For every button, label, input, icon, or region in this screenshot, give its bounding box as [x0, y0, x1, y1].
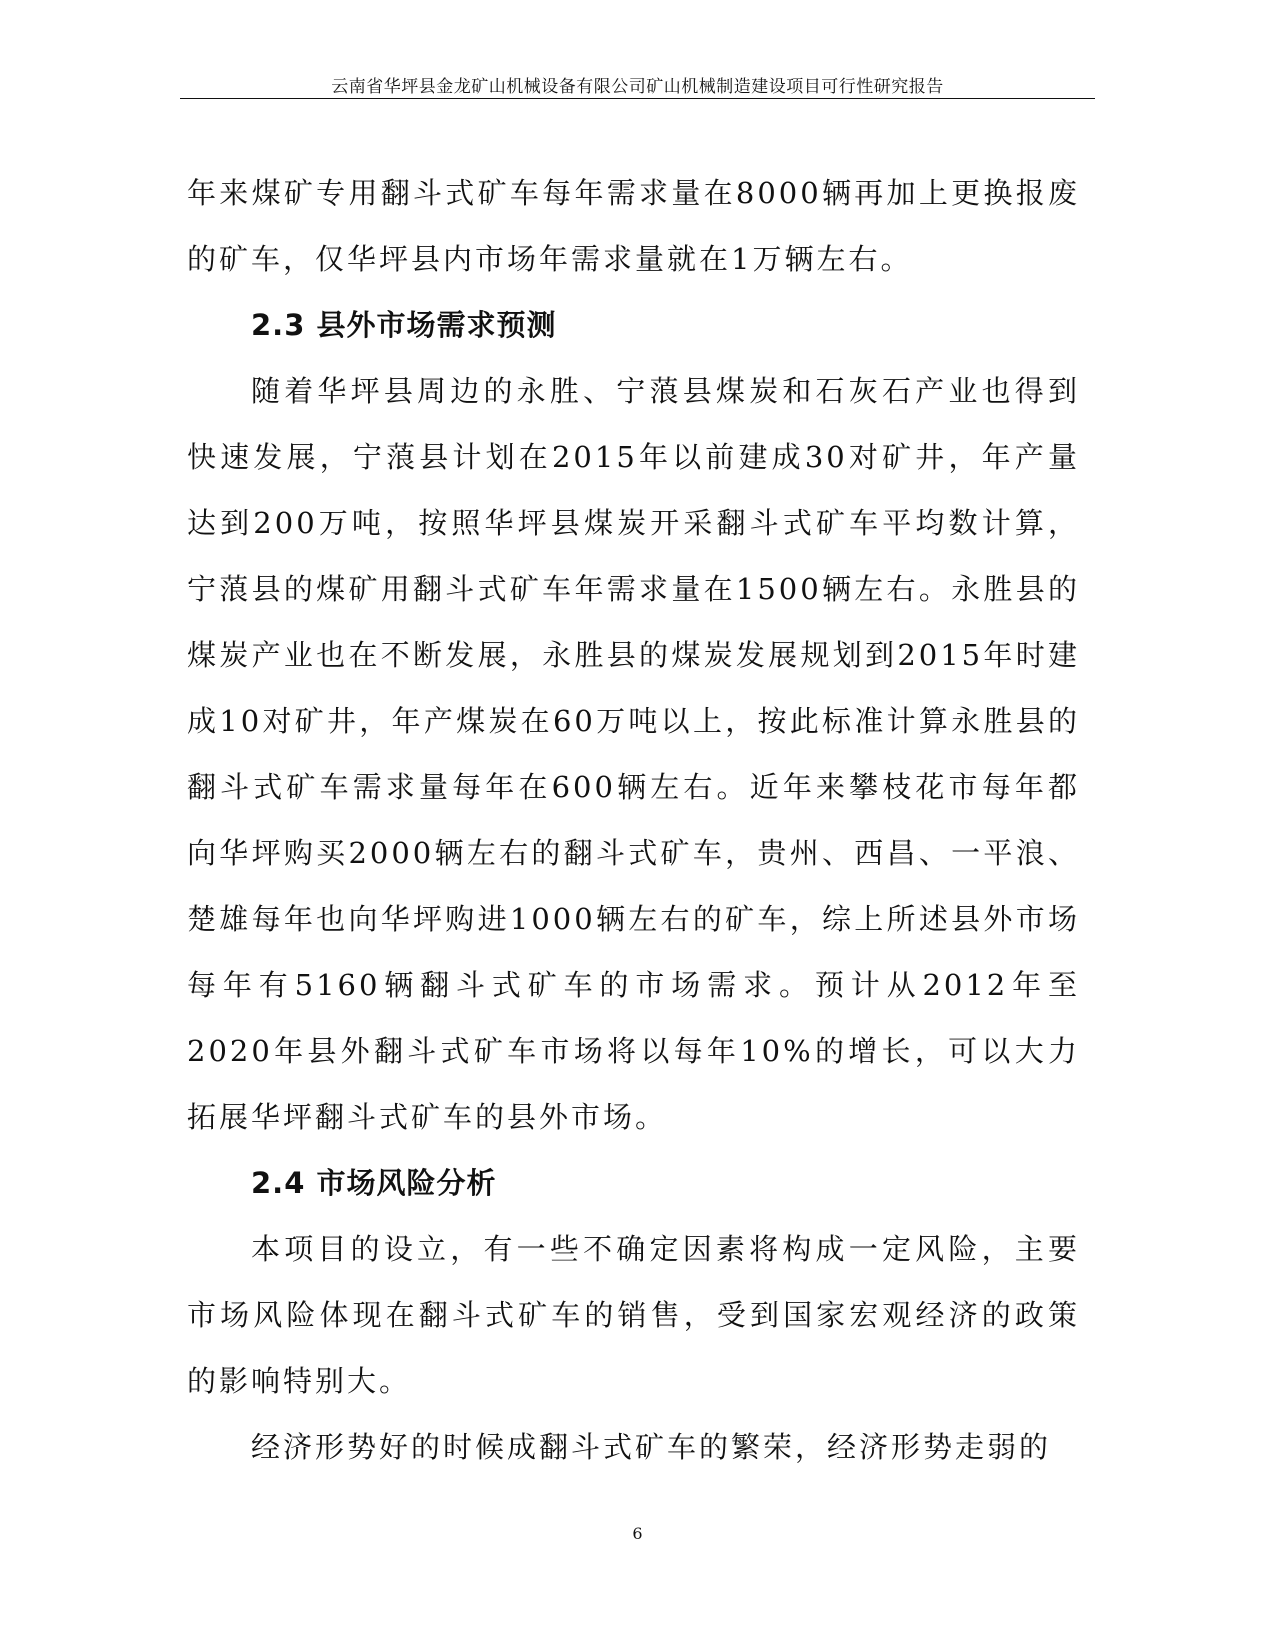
paragraph-continued: 年来煤矿专用翻斗式矿车每年需求量在8000辆再加上更换报废的矿车，仅华坪县内市场年需求量就在1万辆左右。: [187, 176, 1080, 276]
paragraph-external-demand: 随着华坪县周边的永胜、宁蒗县煤炭和石灰石产业也得到快速发展，宁蒗县计划在2015年以前建成30对矿井，年产量达到200万吨，按照华坪县煤炭开采翻斗式矿车平均数计算，宁蒗县的煤矿用翻斗式矿车年需求量在1500辆左右。永胜县的煤炭产业也在不断发展，永胜县的煤炭发展规划到2015年时建成10对矿井，年产煤炭在60万吨以上，按此标准计算永胜县的翻斗式矿车需求量每年在600辆左右。近年来攀枝花市每年都向华坪购买2000辆左右的翻斗式矿车，贵州、西昌、一平浪、楚雄每年也向华坪购进1000辆左右的矿车，综上所述县外市场每年有5160辆翻斗式矿车的市场需求。预计从2012年至2020年县外翻斗式矿车市场将以每年10%的增长，可以大力拓展华坪翻斗式矿车的县外市场。: [187, 374, 1080, 1134]
running-header: 云南省华坪县金龙矿山机械设备有限公司矿山机械制造建设项目可行性研究报告: [331, 77, 944, 97]
document-body: [187, 160, 1080, 1480]
page-number: 6: [632, 1524, 643, 1543]
section-heading-2-4: 2.4 市场风险分析: [251, 1166, 497, 1200]
paragraph-risk-intro: 本项目的设立，有一些不确定因素将构成一定风险，主要市场风险体现在翻斗式矿车的销售，受到国家宏观经济的政策的影响特别大。: [187, 1232, 1080, 1398]
paragraph-economy: 经济形势好的时候成翻斗式矿车的繁荣，经济形势走弱的: [251, 1430, 1052, 1464]
header-divider: [180, 98, 1095, 99]
section-heading-2-3: 2.3 县外市场需求预测: [251, 308, 557, 342]
